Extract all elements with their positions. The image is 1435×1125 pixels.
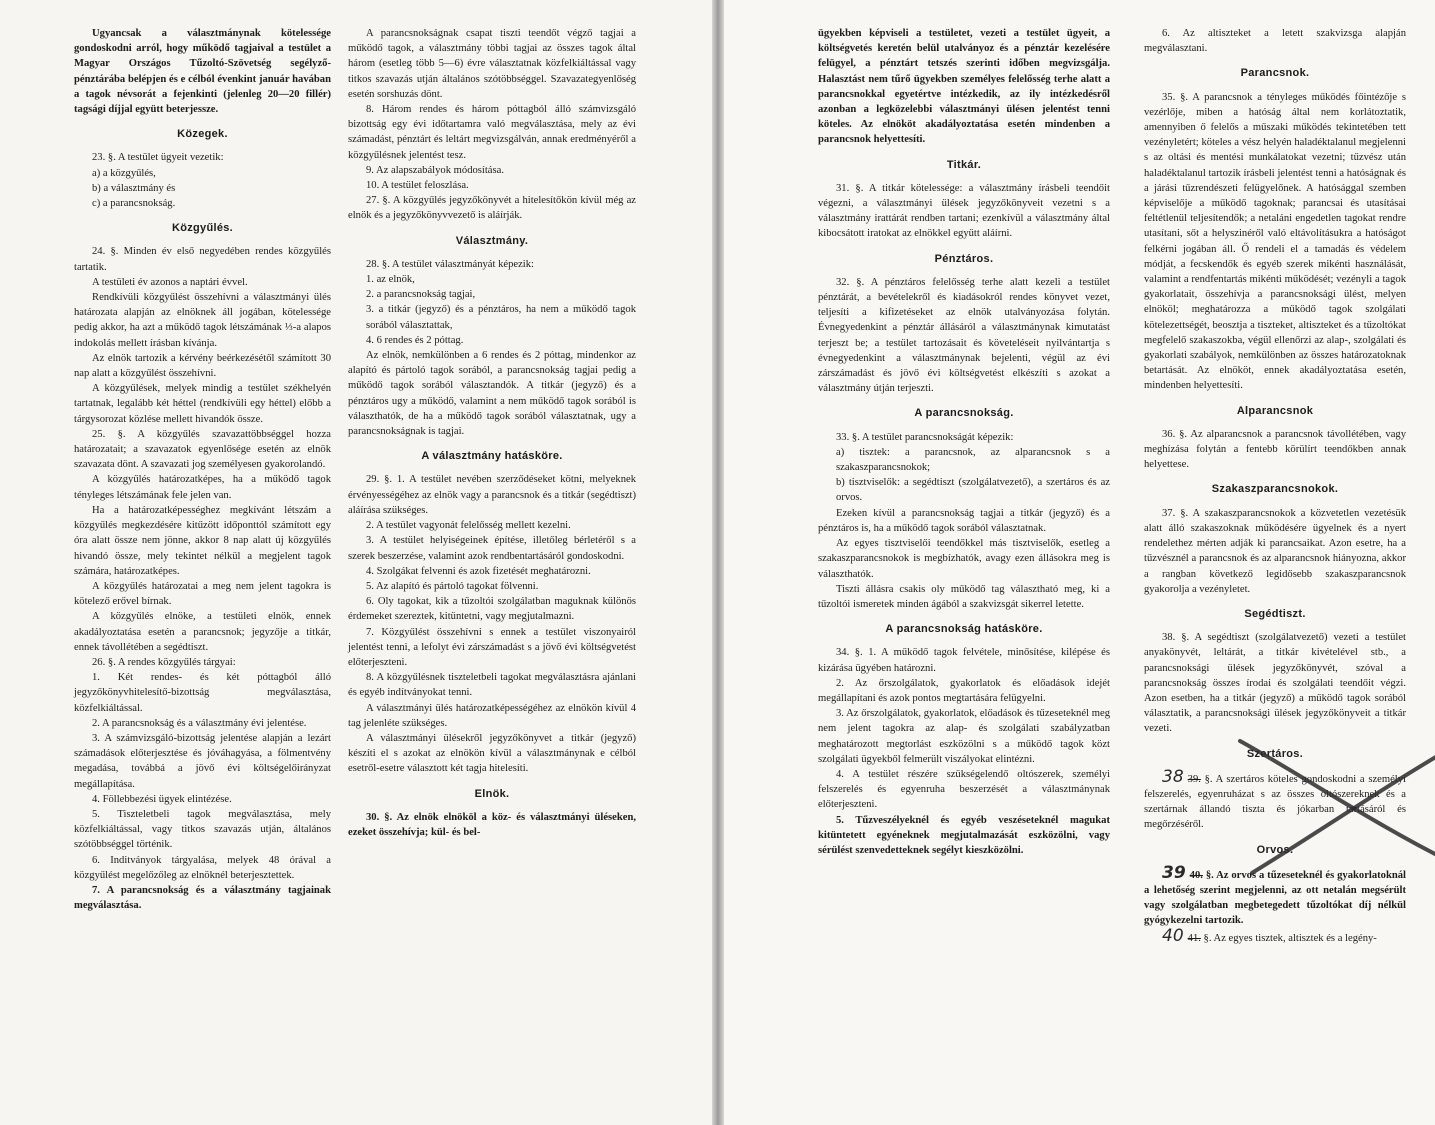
paragraph: 7. A parancsnokság és a választmány tagjainak megválasztása.	[74, 884, 331, 912]
paragraph: 28. §. A testület választmányát képezik:	[366, 258, 534, 270]
paragraph: 3. Az őrszolgálatok, gyakorlatok, előadások és tűzeseteknél meg nem jelent tagokra az alap- és szolgálati szabályzatban meghatározott megtorlást eszközölni s a működő tagok közt szolgálati ügyekből felmerült viszályokat elintézni.	[818, 708, 1110, 765]
column-3	[818, 26, 1110, 858]
paragraph-text: §. Az egyes tisztek, altisztek és a legény-	[1203, 932, 1377, 944]
list-item: b) tisztviselők: a segédtiszt (szolgálatvezető), a szertáros és az orvos.	[836, 477, 1110, 504]
paragraph: ügyekben képviseli a testületet, vezeti a testület ügyeit, a költségvetés keretén belül utalványoz és a pénztár kezelésére felügyel, a pénztárt tetszés szerinti időben megvizsgálja. Halasztást nem tűrő ügyekben személyes felelősség terhe alatt a parancsnokkal egyetértve intézkedik, az ily intézkedésről azonban a legközelebbi választmányi ülésen jelentést tenni köteles. Az elnököt akadályoztatása esetén mindenben a parancsnok helyettesíti.	[818, 28, 1110, 146]
paragraph: 6. Az altiszteket a letett szakvizsga alapján megválasztani.	[1144, 28, 1406, 55]
paragraph: 25. §. A közgyűlés szavazattöbbséggel hozza határozatait; a szavazatok egyenlősége esetén az elnök szavazata dönt. A szavazati jog személyesen gyakorolandó.	[74, 428, 331, 471]
section-heading-szakaszparancsnokok: Szakaszparancsnokok.	[1211, 483, 1339, 496]
paragraph: Ha a határozatképességhez megkívánt létszám a közgyűlés megkezdésére kitűzött időponttól számított egy óra alatt össze nem jönne, akkor 8 nap alatt új közgyűlés hivandó össze, mely tekintet nélkül a megjelent tagok számára, határozatképes.	[74, 504, 331, 577]
paragraph: 5. Tiszteletbeli tagok megválasztása, mely közfelkiáltással, vagy titkos szavazás utján, általános szótöbbséggel történik.	[74, 808, 331, 851]
paragraph-text: §. A szertáros köteles gondoskodni a személyi felszerelés, egyenruházat s az összes oltószereknek és a szertárnak állandó tiszta és jókarban tartásáról és megőrzéséről.	[1144, 773, 1406, 831]
paragraph: 37. §. A szakaszparancsnokok a közvetetlen vezetésük alatt álló szakaszoknak működésére ügyelnek és a nyert rendelethez mérten adják ki parancsaikat. Azon esetre, ha a tűzvésznél a parancsnok és az alparancsnok hiányozna, akkor a rangban következő legidősebb szakaszparancsnok gyakorolja a vezényletet.	[1144, 507, 1406, 595]
paragraph: Ezeken kívül a parancsnokság tagjai a titkár (jegyző) és a pénztáros is, ha a működő tagok sorából választatnak.	[818, 507, 1110, 534]
paragraph	[1144, 925, 1406, 946]
section-heading-penztaros: Pénztáros.	[934, 252, 994, 265]
paragraph: Ugyancsak a választmánynak kötelessége gondoskodni arról, hogy működő tagjaival a testület a Magyar Országos Tűzoltó-Szövetség segélyző-pénztárába belépjen és e célból évenkint január havában a tagok névsorát a fejenkinti (jelenleg 20—20 fillér) tagsági díjjal együtt beterjessze.	[74, 28, 331, 116]
paragraph: 3. A számvizsgáló-bizottság jelentése alapján a lezárt számadások előterjesztése és jóváhagyása, a fölmentvény megadása, továbbá a jövő évi költségelőirányzat megállapítása.	[74, 732, 331, 790]
section-heading-segedtiszt: Segédtiszt.	[1244, 607, 1306, 620]
paragraph: 4. Szolgákat felvenni és azok fizetését meghatározni.	[366, 565, 591, 577]
struck-number: 40.	[1189, 869, 1203, 881]
paragraph: 29. §. 1. A testület nevében szerződéseket kötni, melyeknek érvényességéhez az elnök vagy a parancsnok és a titkár (segédtiszt) aláírása szükséges.	[348, 474, 636, 516]
list-item: b) a választmány és	[92, 182, 176, 194]
paragraph: Az egyes tisztviselői teendőkkel más tisztviselők, esetleg a szakaszparancsnokok is megbízhatók, avagy ezen állásokra meg is választhatók.	[818, 538, 1110, 580]
paragraph: 6. Oly tagokat, kik a tűzoltói szolgálatban maguknak különös érdemeket szereztek, kitüntetni, vagy megjutalmazni.	[348, 596, 636, 623]
section-heading-hataskor: A választmány hatásköre.	[421, 450, 563, 463]
paragraph: 35. §. A parancsnok a tényleges működés főintézője s vezérlője, miben a hatóság által nem korlátoztatik, amennyiben ő felelős a műszaki működés tekintetében tett vezényletért; köteles a vész helyén haladéktalanul megjelenni s az oltási és mentési munkálatokat vezetni; tűzvész után haladéktalanul tartozik írásbeli jelentést tenni a hatóságnak és a járási tűzrendészeti felügyelőnek. A hatósággal szemben képviselője a működő tagoknak; parancsai és utasításai feltétlenül teljesítendők; a netaláni engedetlen tagokat rendre utasítani, sőt a helyszinéről való eltávolításukra a hatóságot felkérni jogában áll. Ő rendeli el a tamadás és védelem módját, a fecskendők és egyéb szerek mikénti használását, valamint a rendfentartás mikénti működését; vezényli a tagok gyakorlatait, összehívja a parancsnoksági ülést, melyen elnököl; meghatározza a működő tagok szolgálati kötelezettségét, beosztja a tiszteket, altiszteket és a tűzoltókat megfelelő szakaszokba, végül ellenőrzi az alap-, szolgálati és gyakorlati szabályok, nemkülönben az összes határozatoknak betartását. Az elnököt, ennek akadályoztatása esetén, mindenben helyettesíti.	[1144, 91, 1406, 392]
column-2	[348, 26, 636, 840]
section-heading-orvos: Orvos.	[1256, 843, 1294, 856]
paragraph-text: §. Az orvos a tűzeseteknél és gyakorlatoknál a lehetőség szerint megjelenni, az ott netalán megsérült vagy szolgálatban megbetegedett tűzoltókat díj nélkül gyógykezelni tartozik.	[1144, 869, 1406, 927]
paragraph: 31. §. A titkár kötelessége: a választmány írásbeli teendőit végezni, a választmányi ülések jegyzőkönyveit vezetni s a választmány irattárát rendben tartani; ezenkívül a választmány által kibocsátott iratokat az elnökkel együtt aláírni.	[818, 182, 1110, 240]
paragraph	[1144, 862, 1406, 929]
paragraph: A testületi év azonos a naptári évvel.	[92, 276, 248, 288]
column-1	[74, 26, 331, 913]
right-page	[724, 0, 1435, 1125]
handwritten-number: 38	[1162, 766, 1184, 787]
section-heading-valasztmany: Választmány.	[455, 234, 529, 247]
paragraph: 23. §. A testület ügyeit vezetik:	[92, 152, 224, 164]
paragraph: 24. §. Minden év első negyedében rendes közgyűlés tartatik.	[74, 246, 331, 273]
list-item: 2. a parancsnokság tagjai,	[366, 289, 476, 301]
paragraph: 3. A testület helyiségeinek építése, illetőleg bérletéről s a szerek beszerzése, valamint azok rendbentartásáról gondoskodni.	[348, 535, 636, 562]
handwritten-number: 40	[1162, 925, 1184, 946]
section-heading-elnok: Elnök.	[474, 787, 510, 800]
paragraph: 5. Az alapító és pártoló tagokat fölvenni.	[366, 580, 539, 592]
column-4	[1144, 26, 1406, 946]
handwritten-number: 39	[1162, 862, 1186, 883]
paragraph: Az elnök tartozik a kérvény beérkezésétől számított 30 nap alatt a közgyűlést összehívni.	[74, 352, 331, 380]
paragraph: A közgyűlés határozatképes, ha a működő tagok tényleges létszámának fele jelen van.	[74, 474, 331, 501]
paragraph: A közgyűlések, melyek mindig a testület székhelyén tartatnak, legalább két héttel (rendkívüli egy héttel) előbb a tárgysorozat közlése mellett hivandók össze.	[74, 383, 331, 425]
section-heading-szertaros: Szertáros.	[1246, 747, 1304, 760]
paragraph: 30. §. Az elnök elnököl a köz- és választmányi üléseken, ezeket összehívja; kül- és bel-	[348, 811, 636, 838]
list-item: 1. az elnök,	[366, 274, 415, 286]
list-item: 3. a titkár (jegyző) és a pénztáros, ha nem a működő tagok sorából választattak,	[366, 304, 636, 331]
section-heading-parancsnok: Parancsnok.	[1240, 67, 1310, 80]
section-heading-kozegek: Közegek.	[177, 128, 228, 141]
paragraph: 4. A testület részére szükségelendő oltószerek, személyi felszerelés és egyenruha beszerzését a választmánynak előterjeszteni.	[818, 768, 1110, 811]
paragraph: 26. §. A rendes közgyűlés tárgyai:	[92, 656, 236, 668]
section-heading-alparancsnok: Alparancsnok	[1236, 404, 1314, 417]
paragraph: 34. §. 1. A működő tagok felvétele, minősítése, kilépése és kizárása ügyében határozni.	[818, 647, 1110, 674]
paragraph: 7. Közgyűlést összehívni s ennek a testület viszonyairól jelentést tenni, a lefolyt évi zárszámadást s a jövő évi költségvetést előterjeszteni.	[348, 626, 636, 668]
list-item: c) a parancsnokság.	[92, 198, 176, 210]
paragraph: 33. §. A testület parancsnokságát képezik:	[836, 431, 1014, 443]
list-item: 4. 6 rendes és 2 póttag.	[366, 334, 464, 346]
left-page	[0, 0, 712, 1125]
section-heading-parancsnoksag: A parancsnokság.	[914, 407, 1014, 420]
paragraph: A parancsnokságnak csapat tiszti teendőt végző tagjai a működő tagok, a választmány többi tagjai az összes tagok által három (esetleg több 5—6) évre választatnak közfelkiáltással vagy titkos szavazás utján általános szótöbbséggel. Szavazategyenlőség esetén sorshuzás dönt.	[348, 28, 636, 100]
paragraph: 2. A parancsnokság és a választmány évi jelentése.	[92, 717, 307, 729]
section-heading-kozgyules: Közgyűlés.	[171, 222, 234, 235]
list-item: a) tisztek: a parancsnok, az alparancsnok s a szakaszparancsnokok;	[836, 446, 1110, 474]
paragraph: 32. §. A pénztáros felelősség terhe alatt kezeli a testület pénztárát, a bevételekről és kiadásokról rendes könyvet vezet, teljesíti a kifizetéseket az elnök utalványozása folytán. Évnegyedenkint a pénztár állásáról a választmánynak kimutatást terjeszt be; a testület tartozásait és követeléseit nyilvántartja s évnegyedenkint a választmánynak bejelenti, végül az évi zárszámadást és jövő évi költségvetést elkészíti s azokat a választmány útján terjeszti.	[818, 276, 1110, 395]
paragraph: 2. Az őrszolgálatok, gyakorlatok és előadások idejét megállapítani és azok pontos megtartására felügyelni.	[818, 677, 1110, 704]
paragraph: 6. Inditványok tárgyalása, melyek 48 órával a közgyűlést megelőzőleg az elnöknél beterjesztettek.	[74, 854, 331, 881]
section-heading-parancsnoksag-hataskore: A parancsnokság hatásköre.	[885, 623, 1043, 636]
paragraph: 8. A közgyűlésnek tiszteletbeli tagokat megválasztásra ajánlani és egyéb indítványokat tenni.	[348, 672, 636, 699]
paragraph: 5. Tűzveszélyeknél és egyéb veszéseteknél magukat kitüntetett egyéneknek megjutalmazását eszközölni, vagy sérülést szenvedetteknek segélyt kieszközölni.	[818, 814, 1110, 856]
paragraph: 27. §. A közgyűlés jegyzőkönyvét a hitelesítőkön kívül még az elnök és a jegyzőkönyvvezető is aláírják.	[348, 195, 636, 222]
paragraph: Tiszti állásra csakis oly működő tag választható meg, ki a tűzoltói ismeretek minden ágából a szakvizsgát sikerrel letette.	[818, 583, 1110, 610]
paragraph: 2. A testület vagyonát felelősség mellett kezelni.	[366, 520, 571, 532]
struck-number: 39.	[1187, 773, 1201, 785]
paragraph: 10. A testület feloszlása.	[366, 180, 469, 192]
list-item: a) a közgyűlés,	[92, 167, 156, 179]
paragraph: A választmányi ülésekről jegyzőkönyvet a titkár (jegyző) készíti el s azokat az elnökön kívül a választmánynak e célból esetről-esetre választott két tagja hitelesíti.	[348, 732, 636, 775]
struck-number: 41.	[1187, 932, 1201, 944]
paragraph: 36. §. Az alparancsnok a parancsnok távollétében, vagy meghízása folytán a fentebb körülírt teendőkben annak helyettese.	[1144, 428, 1406, 471]
book-gutter	[712, 0, 724, 1125]
paragraph: A választmányi ülés határozatképességéhez az elnökön kívül 4 tag jelenléte szükséges.	[348, 702, 636, 729]
paragraph: A közgyűlés határozatai a meg nem jelent tagokra is kötelező erővel bírnak.	[74, 580, 331, 608]
paragraph: 9. Az alapszabályok módosítása.	[366, 164, 504, 176]
paragraph: A közgyűlés elnöke, a testületi elnök, ennek akadályoztatása esetén a parancsnok; jegyzője a titkár, ennek távollétében a segédtiszt.	[74, 611, 331, 653]
paragraph-crossed-out: 38. §. A segédtiszt (szolgálatvezető) vezeti a testület anyakönyvét, leltárát, a titkár kivételével stb., a parancsnoksági ülések jegyzőkönyvét, szóval a parancsnokság összes írodai és szolgálati teendőit végzi. Azon esetben, ha a titkár (jegyző) a működő tagok sorából választatik, a parancsnoksági ülések jegyzőkönyveit a titkár vezeti.	[1144, 632, 1406, 735]
paragraph: 4. Föllebbezési ügyek elintézése.	[92, 793, 232, 805]
paragraph	[1144, 766, 1406, 833]
paragraph: Az elnök, nemkülönben a 6 rendes és 2 póttag, mindenkor az alapító és pártoló tagok sorából, a parancsnokság tagjai pedig a működő tagok sorából választandók. A titkár (jegyző) és a pénztáros ugy a működő, valamint a nem működő tagok sorából is választhatók, de ha a működő tagok sorából választatnak, ugy a parancsnokságnak is tagjai.	[348, 350, 636, 438]
paragraph: 8. Három rendes és három póttagból álló számvizsgáló bizottság egy évi időtartamra való megválasztása, mely az évi számadást, pénztárt és leltárt megvizsgálván, annak eredményéről a közgyűlésnek jelentést tesz.	[348, 104, 636, 161]
paragraph: 1. Két rendes- és két póttagból álló jegyzőkönyvhitelesítő-bizottság megválasztása, közfelkiáltással.	[74, 672, 331, 714]
section-heading-titkar: Titkár.	[946, 158, 982, 171]
paragraph: Rendkívüli közgyűlést összehívni a választmányi ülés határozata alapján az elnöknek áll jogában, kötelessége pedig akkor, ha azt a működő tagok létszámának ⅓-a alapos indokolás mellett írásban kívánja.	[74, 292, 331, 349]
